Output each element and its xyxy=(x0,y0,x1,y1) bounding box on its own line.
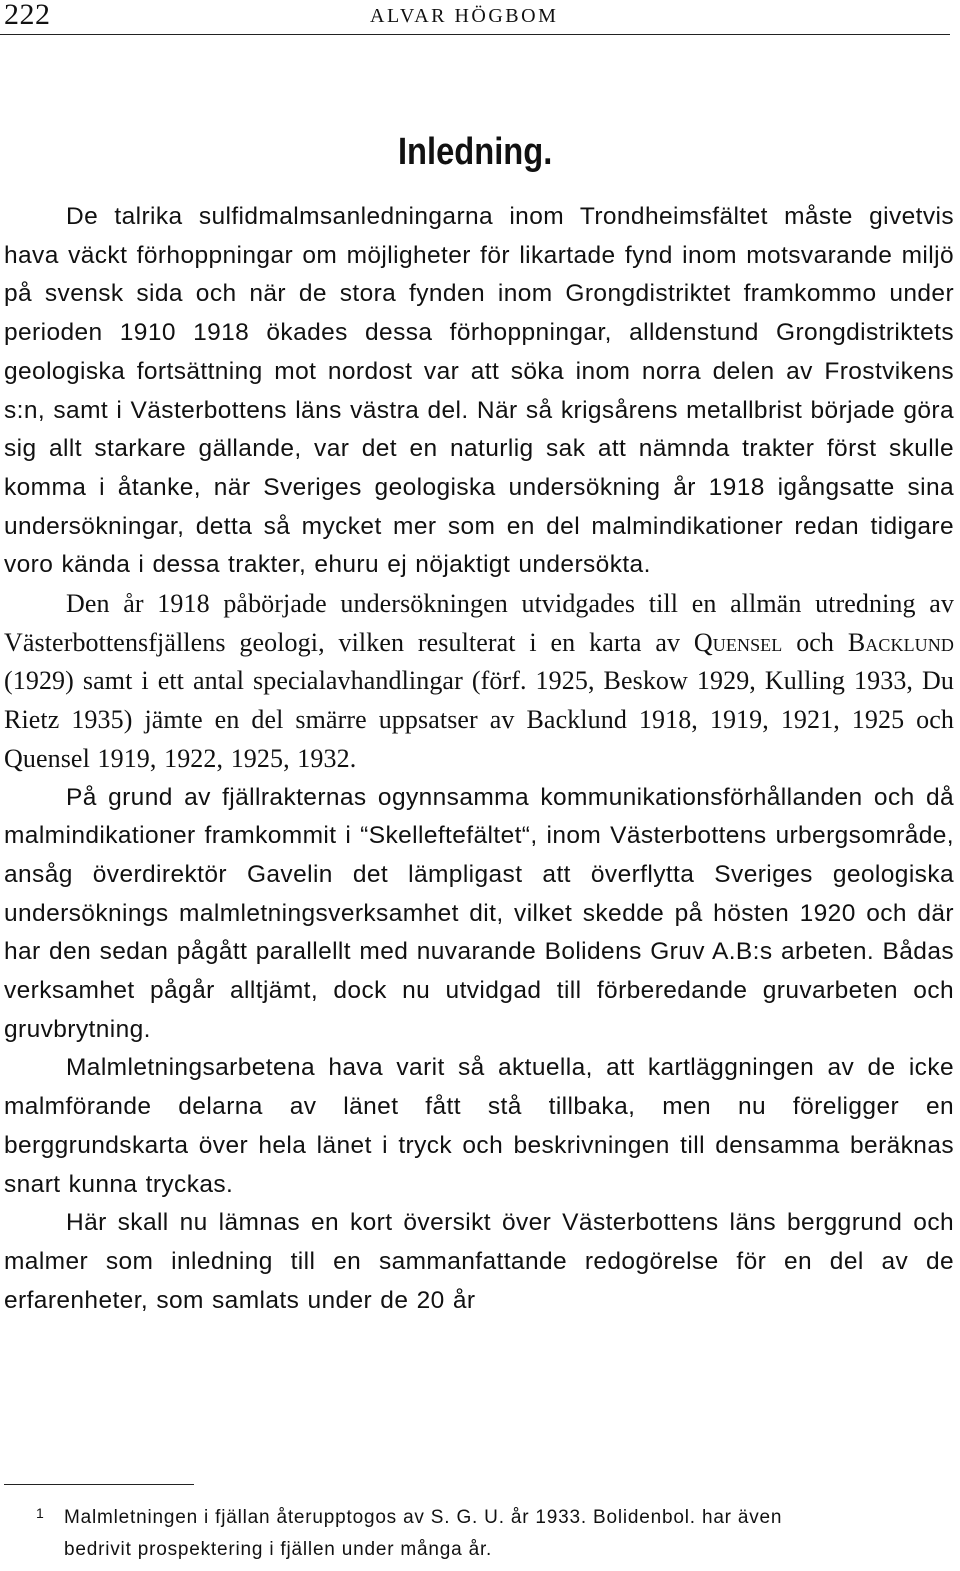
paragraph-2-text-a: Den år 1918 påbörjade undersökningen utvidgades till en allmän utredning av Västerbottensfjällens geologi, vilken resulterat i en karta av xyxy=(4,589,954,657)
paragraph-5: Här skall nu lämnas en kort översikt över Västerbottens läns berggrund och malmer som inledning till en sammanfattande redogörelse för en del av de erfarenheter, som samlats under de 20 år xyxy=(4,1209,954,1314)
author-name-quensel: Quensel xyxy=(693,627,783,657)
running-head xyxy=(0,0,950,35)
paragraph-1: De talrika sulfidmalmsanledningarna inom Trondheimsfältet måste givetvis hava väckt förhoppningar om möjligheter för likartade fynd inom motsvarande miljö på svensk sida och när de stora fynden inom Grongdistriktet framkommo under perioden 1910 1918 ökades dessa förhoppningar, alldenstund Grongdistriktets geologiska fortsättning mot nordost var att söka inom norra delen av Frostvikens s:n, samt i Västerbottens läns västra del. När så krigsårens metallbrist började göra sig allt starkare gällande, var det en naturlig sak att nämnda trakter först skulle komma i åtanke, när Sveriges geologiska undersökning år 1918 igångsatte sina undersökningar, detta så mycket mer som en del malmindikationer redan tidigare voro kända i dessa trakter, ehuru ej nöjaktigt undersökta. xyxy=(4,203,954,579)
author-name-backlund: Backlund xyxy=(847,627,954,657)
paragraph-2-text-b: och xyxy=(782,627,848,657)
footnote-line-2: bedrivit prospektering i fjällen under många år. xyxy=(64,1539,493,1560)
section-heading: Inledning. xyxy=(397,131,553,173)
footnote-line-1: Malmletningen i fjällan återupptogos av S. G. U. år 1933. Bolidenbol. har även xyxy=(64,1507,783,1528)
body-text xyxy=(4,198,954,1320)
paragraph-2-text-c: (1929) samt i ett antal specialavhandlingar (förf. 1925, Beskow 1929, Kulling 1933, Du Rietz 1935) jämte en del smärre uppsatser av Backlund 1918, 1919, 1921, 1925 och Quensel 1919, 1922, 1925, 1932. xyxy=(4,666,954,773)
running-head-author: ALVAR HÖGBOM xyxy=(370,5,559,27)
paragraph-3: På grund av fjällrakternas ogynnsamma kommunikationsförhållanden och då malmindikationer framkommit i “Skelleftefältet“, inom Västerbottens urbergsområde, ansåg överdirektör Gavelin det lämpligast att överflytta Sveriges geologiska undersöknings malmletningsverksamhet dit, vilket skedde på hösten 1920 och där har den sedan pågått parallellt med nuvarande Bolidens Gruv A.B:s arbeten. Bådas verksamhet pågår alltjämt, dock nu utvidgad till förberedande gruvarbeten och gruvbrytning. xyxy=(4,783,954,1043)
paragraph-2 xyxy=(4,585,954,779)
footnote-rule xyxy=(4,1484,194,1485)
paragraph-4: Malmletningsarbetena hava varit så aktuella, att kartläggningen av de icke malmförande delarna av länet fått stå tillbaka, men nu föreligger en berggrundskarta över hela länet i tryck och beskrivningen till densamma beräknas snart kunna tryckas. xyxy=(4,1054,954,1198)
page-number: 222 xyxy=(4,0,51,31)
footnote-marker: 1 xyxy=(36,1505,45,1521)
footnote xyxy=(4,1502,954,1566)
